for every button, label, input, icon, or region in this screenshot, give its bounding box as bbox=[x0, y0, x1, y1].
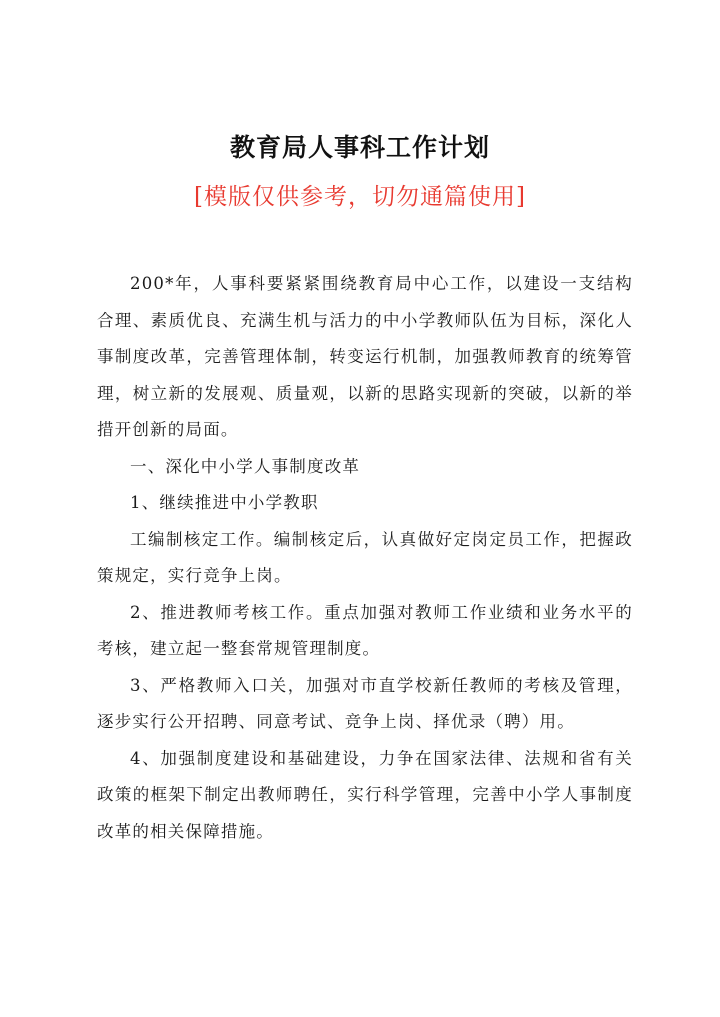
list-item-3: 3、严格教师入口关，加强对市直学校新任教师的考核及管理，逐步实行公开招聘、同意考试、竞争上岗、择优录（聘）用。 bbox=[97, 675, 633, 731]
section-heading-1: 一、深化中小学人事制度改革 bbox=[130, 456, 361, 476]
list-item-2: 2、推进教师考核工作。重点加强对教师工作业绩和业务水平的考核，建立起一整套常规管理制度。 bbox=[97, 602, 633, 658]
document-title: 教育局人事科工作计划 bbox=[229, 133, 490, 162]
list-item-4: 4、加强制度建设和基础建设，力争在国家法律、法规和省有关政策的框架下制定出教师聘任，实行科学管理，完善中小学人事制度改革的相关保障措施。 bbox=[97, 748, 633, 841]
document-body bbox=[97, 266, 633, 850]
list-item-1-continued: 工编制核定工作。编制核定后，认真做好定岗定员工作，把握政策规定，实行竞争上岗。 bbox=[97, 529, 633, 585]
template-disclaimer: [模版仅供参考，切勿通篇使用] bbox=[194, 184, 526, 210]
intro-paragraph: 200*年，人事科要紧紧围绕教育局中心工作，以建设一支结构合理、素质优良、充满生机与活力的中小学教师队伍为目标，深化人事制度改革，完善管理体制，转变运行机制，加强教师教育的统筹管理，树立新的发展观、质量观，以新的思路实现新的突破，以新的举措开创新的局面。 bbox=[97, 274, 633, 439]
list-item-1: 1、继续推进中小学教职 bbox=[130, 493, 319, 512]
